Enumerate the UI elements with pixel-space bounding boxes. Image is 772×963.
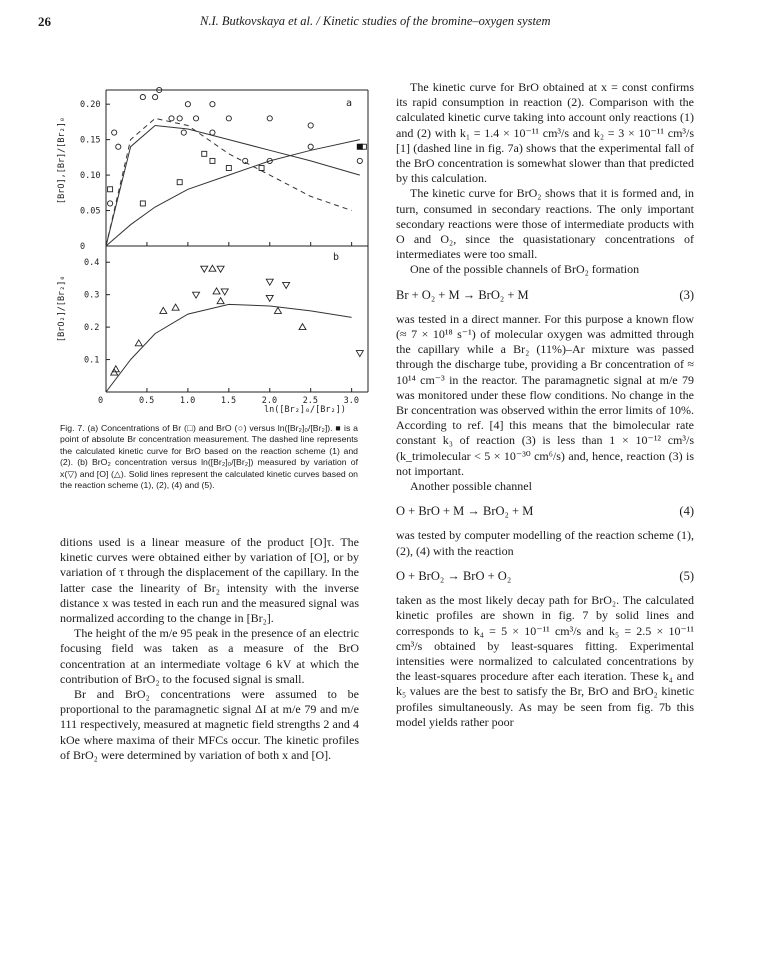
curve-a-3	[106, 118, 352, 246]
point-b-1-3	[160, 307, 167, 313]
figure-caption: Fig. 7. (a) Concentrations of Br (□) and BrO (○) versus ln([Br₂]₀/[Br₂]). ■ is a point of absolute Br concentration measurement. The dashed line represents the calculated kinetic curve for BrO based on the reaction scheme (1) and (2). (b) BrO₂ concentration versus ln([Br₂]₀/[Br₂]) measured by variation of x(▽) and [O] (△). Solid lines represent the calculated kinetic curves based on the reaction scheme (1), (2), (4) and (5).	[60, 423, 358, 491]
right-paragraph-1: The kinetic curve for BrO obtained at x = const confirms its rapid consumption in reaction (2). Comparison with the calculated kinetic curve taking into account only reactions (1) and (2) with k₁ = 1.4 × 10⁻¹¹ cm³/s and k₂ = 3 × 10⁻¹¹ cm³/s [1] (dashed line in fig. 7a) shows that the experimental fall of the BrO concentration is somewhat slower than that predicted by this calculation.	[396, 80, 694, 186]
top-y-tick-label-1: 0.05	[80, 206, 101, 217]
x-axis-label: ln([Br₂]₀/[Br₂])	[264, 405, 346, 415]
point-a-1-1	[112, 130, 117, 135]
point-b-1-9	[299, 324, 306, 330]
x-tick-label-0: 0	[98, 396, 104, 406]
equation-5	[396, 569, 694, 584]
point-b-0-2	[221, 289, 228, 295]
frame-bottom	[106, 246, 368, 392]
point-a-0-4	[210, 158, 215, 163]
bottom-y-tick-label-1: 0.2	[84, 323, 100, 334]
point-b-1-8	[274, 307, 281, 313]
right-column	[396, 80, 694, 730]
point-a-0-6	[259, 166, 264, 171]
running-head: N.I. Butkovskaya et al. / Kinetic studies of the bromine–oxygen system	[200, 14, 551, 28]
panel-b-label: b	[333, 252, 340, 263]
top-y-tick-label-3: 0.15	[80, 135, 101, 146]
point-b-0-0	[201, 266, 208, 272]
data-points	[107, 87, 366, 375]
point-a-1-3	[140, 94, 145, 99]
top-y-tick-label-4: 0.20	[80, 100, 101, 111]
point-a-1-4	[153, 94, 158, 99]
curve-a-4	[106, 126, 360, 247]
point-b-0-6	[193, 292, 200, 298]
top-y-tick-label-2: 0.10	[80, 171, 101, 182]
equation-5-number: (5)	[679, 568, 694, 583]
point-a-0-1	[140, 201, 145, 206]
point-b-0-5	[266, 295, 273, 301]
x-tick-label-3: 1.5	[220, 396, 237, 406]
calculated-curves	[106, 118, 360, 392]
left-column	[60, 535, 359, 763]
equation-3-body: Br + O₂ + M → BrO₂ + M	[396, 287, 529, 302]
point-a-1-7	[177, 116, 182, 121]
x-tick-label-5: 2.5	[302, 396, 319, 406]
right-paragraph-2: The kinetic curve for BrO₂ shows that it is formed and, in turn, consumed in secondary reactions. The only important secondary reactions were those of intermediate products with O and O₂, since the quasistationary concentrations of intermediates were too small.	[396, 186, 694, 262]
bottom-y-tick-label-2: 0.3	[84, 290, 100, 301]
point-a-0-3	[202, 151, 207, 156]
point-b-1-4	[172, 304, 179, 310]
x-tick-label-6: 3.0	[343, 396, 359, 406]
left-paragraph-3: Br and BrO₂ concentrations were assumed to be proportional to the paramagnetic signal ΔI at m/e 79 and m/e 111 respectively, measured at magnetic field strengths 2 and 4 kOe where maxima of their MFCs occur. The kinetic profiles of BrO₂ were determined by variation of both x and [O].	[60, 687, 359, 762]
point-a-1-12	[210, 102, 215, 107]
point-a-1-15	[267, 116, 272, 121]
equation-3-number: (3)	[679, 287, 694, 302]
right-paragraph-5: Another possible channel	[410, 479, 532, 494]
point-a-1-8	[181, 130, 186, 135]
axis-ticks	[80, 100, 359, 406]
point-a-1-10	[193, 116, 198, 121]
bottom-y-tick-label-3: 0.4	[84, 258, 100, 269]
point-b-0-1	[217, 266, 224, 272]
right-paragraph-7: taken as the most likely decay path for BrO₂. The calculated kinetic profiles are shown in fig. 7 by solid lines and corresponds to k₄ = 5 × 10⁻¹¹ cm³/s and k₅ = 2.5 × 10⁻¹¹ cm³/s obtained by least-squares fitting. Experimental intensities were normalized to calculated concentrations by the least-squares procedure after each iteration. These k₄ and k₅ values are the best to satisfy the Br, BrO and BrO₂ kinetic profiles simultaneously. As may be seen from fig. 7b this model yields rather poor	[396, 593, 694, 729]
frame-top	[106, 90, 368, 246]
point-a-1-9	[185, 102, 190, 107]
bottom-y-tick-label-0: 0.1	[84, 355, 100, 366]
equation-4	[396, 504, 694, 519]
point-a-1-19	[357, 158, 362, 163]
x-tick-label-1: 0.5	[138, 396, 155, 406]
point-a-1-2	[116, 144, 121, 149]
point-b-0-3	[266, 279, 273, 285]
top-y-axis-label: [BrO],[Br]/[Br₂]₀	[57, 117, 67, 204]
point-b-0-7	[356, 351, 363, 357]
point-b-1-2	[135, 340, 142, 346]
right-paragraph-6: was tested by computer modelling of the reaction scheme (1), (2), (4) with the reaction	[396, 528, 694, 558]
equation-5-body: O + BrO₂ → BrO + O₂	[396, 568, 512, 583]
figure-7	[38, 80, 378, 420]
x-tick-label-2: 1.0	[179, 396, 196, 406]
right-paragraph-3: One of the possible channels of BrO₂ formation	[410, 262, 640, 277]
point-a-1-6	[169, 116, 174, 121]
equation-4-body: O + BrO + M → BrO₂ + M	[396, 504, 534, 519]
equation-3	[396, 288, 694, 303]
point-a-1-0	[107, 201, 112, 206]
point-a-1-18	[308, 144, 313, 149]
left-paragraph-2: The height of the m/e 95 peak in the presence of an electric focusing field was taken as a measure of the BrO concentration at an intermediate voltage 6 kV at which the contribution of BrO₂ to the focused signal is small.	[60, 626, 359, 686]
point-b-1-5	[209, 265, 216, 271]
point-a-0-2	[177, 180, 182, 185]
point-a-1-17	[308, 123, 313, 128]
point-b-1-7	[217, 298, 224, 304]
point-a-0-0	[108, 187, 113, 192]
left-paragraph-1: ditions used is a linear measure of the product [O]τ. The kinetic curves were obtained either by variation of [O], or by variation of τ through the displacement of the capillary. In the latter case the linearity of Br₂ intensity with the inverse distance x was tested in each run and the measured signal was normalized according to the change in [Br₂].	[60, 535, 359, 626]
point-a-2-0	[357, 144, 363, 150]
page-number: 26	[38, 14, 51, 29]
point-a-1-11	[210, 130, 215, 135]
top-y-tick-label-0: 0	[80, 242, 86, 252]
point-b-0-4	[283, 282, 290, 288]
point-a-1-13	[226, 116, 231, 121]
right-paragraph-4: was tested in a direct manner. For this purpose a known flow (≈ 7 × 10¹⁸ s⁻¹) of molecular oxygen was admitted through the capillary while a Br₂ (11%)–Ar mixture was passed through the discharge tube, providing a Br concentration of ≈ 10¹⁴ cm⁻³ in the reactor. The paramagnetic signal at m/e 79 was monitored under these flow conditions. No change in the Br concentration was observed within the error limits of 10%. According to ref. [4] this means that the bimolecular rate constant k₃ of reaction (3) is less than 1 × 10⁻¹² cm³/s (k_trimolecular < 5 × 10⁻³⁰ cm⁶/s) and, hence, reaction (3) is not important.	[396, 311, 694, 478]
equation-4-number: (4)	[679, 504, 694, 519]
panel-a-label: a	[346, 98, 353, 109]
bottom-y-axis-label: [BrO₂]/[Br₂]₀	[57, 275, 67, 342]
x-tick-label-4: 2.0	[261, 396, 278, 406]
point-b-1-6	[213, 288, 220, 294]
point-a-0-5	[226, 166, 231, 171]
curve-b-2	[106, 304, 352, 392]
figure-7-plot	[38, 80, 378, 420]
